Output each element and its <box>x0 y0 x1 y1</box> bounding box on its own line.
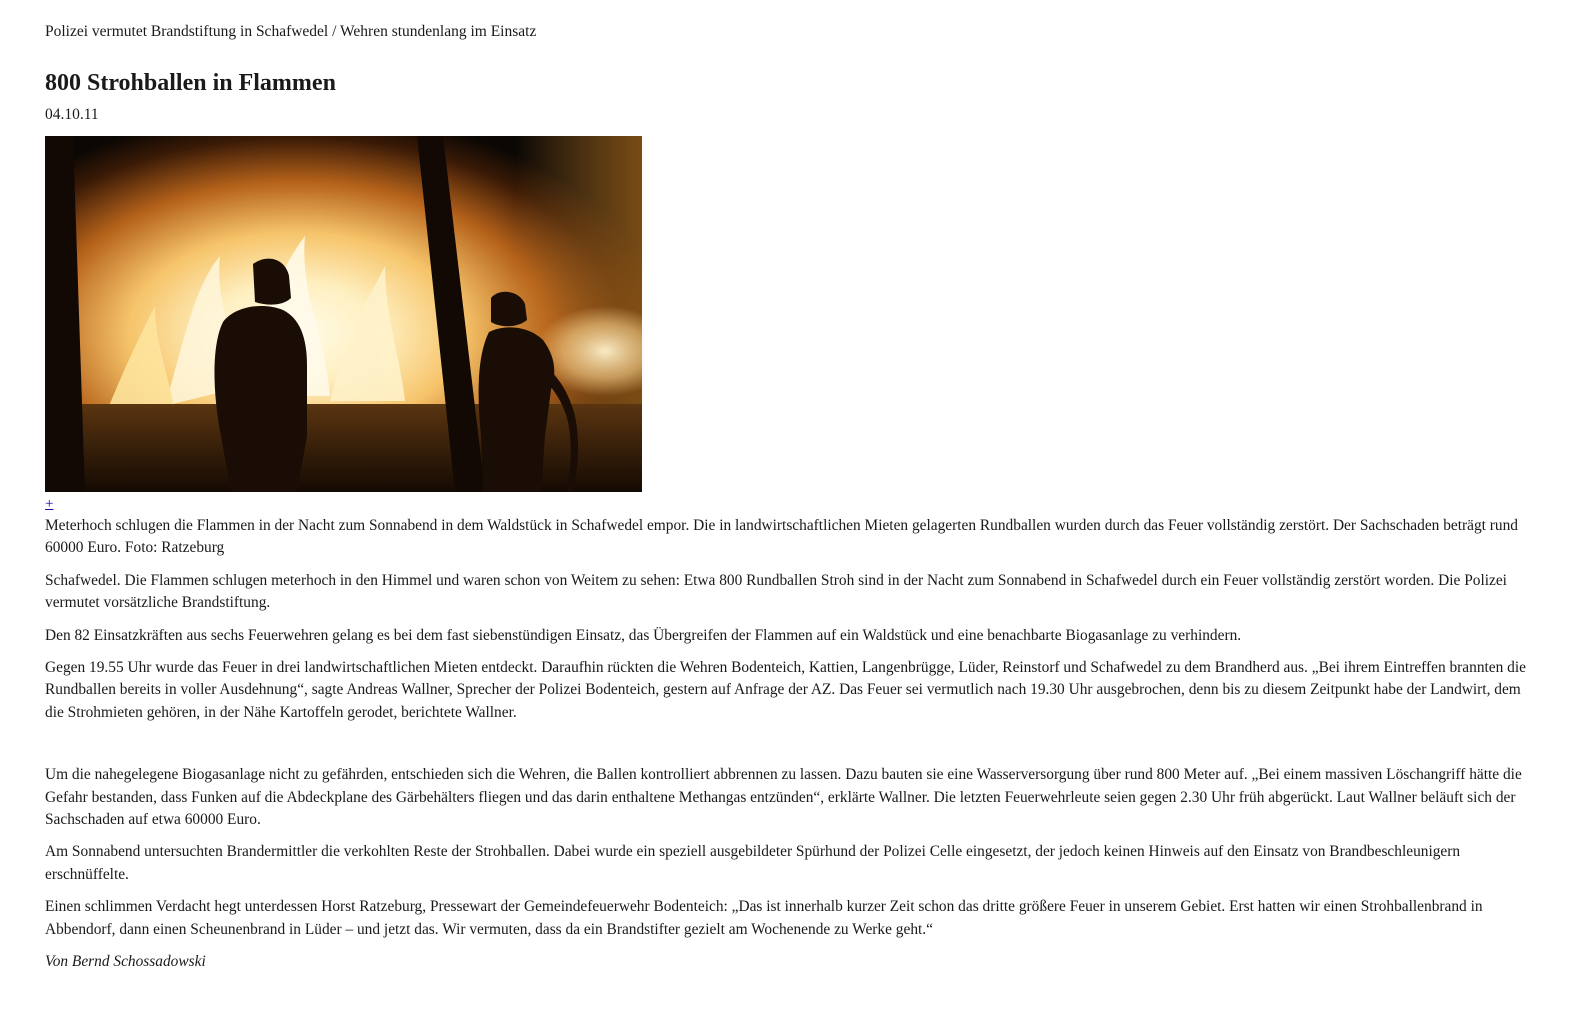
photo-caption: Meterhoch schlugen die Flammen in der Nacht zum Sonnabend in dem Waldstück in Schafwedel empor. Die in landwirtschaftlichen Mieten gelagerten Rundballen wurden durch das Feuer vollständig zerstört. Der Sachschaden beträgt rund 60000 Euro. Foto: Ratzeburg <box>45 517 1518 557</box>
fire-scene-illustration <box>45 136 642 492</box>
paragraph: Einen schlimmen Verdacht hegt unterdessen Horst Ratzeburg, Pressewart der Gemeindefeuerwehr Bodenteich: „Das ist innerhalb kurzer Zeit schon das dritte größere Feuer in unserem Gebiet. Erst hatten wir einen Strohballenbrand in Abbendorf, dann einen Scheunenbrand in Lüder – und jetzt das. Wir vermuten, dass da ein Brandstifter gezielt am Wochenende zu Werke geht.“ <box>45 898 1483 938</box>
paragraph: Gegen 19.55 Uhr wurde das Feuer in drei landwirtschaftlichen Mieten entdeckt. Daraufhin rückten die Wehren Bodenteich, Kattien, Langenbrügge, Lüder, Reinstorf und Schafwedel zu dem Brandherd aus. „Bei ihrem Eintreffen brannten die Rundballen bereits in voller Ausdehnung“, sagte Andreas Wallner, Sprecher der Polizei Bodenteich, gestern auf Anfrage der AZ. Das Feuer sei vermutlich nach 19.30 Uhr ausgebrochen, denn bis zu diesem Zeitpunkt habe der Landwirt, dem die Strohmieten gehören, in der Nähe Kartoffeln gerodet, berichtete Wallner. <box>45 659 1526 721</box>
article-date: 04.10.11 <box>45 106 99 123</box>
paragraph: Schafwedel. Die Flammen schlugen meterhoch in den Himmel und waren schon von Weitem zu sehen: Etwa 800 Rundballen Stroh sind in der Nacht zum Sonnabend in Schafwedel durch ein Feuer vollständig zerstört worden. Die Polizei vermutet vorsätzliche Brandstiftung. <box>45 571 1507 612</box>
article-body <box>45 515 1540 984</box>
paragraph: Am Sonnabend untersuchten Brandermittler die verkohlten Reste der Strohballen. Dabei wurde ein speziell ausgebildeter Spürhund der Polizei Celle eingesetzt, der jedoch keinen Hinweis auf den Einsatz von Brandbeschleunigern erschnüffelte. <box>45 843 1461 883</box>
article-author: Von Bernd Schossadowski <box>45 953 206 971</box>
paragraph: Den 82 Einsatzkräften aus sechs Feuerwehren gelang es bei dem fast siebenstündigen Einsatz, das Übergreifen der Flammen auf ein Waldstück und eine benachbarte Biogasanlage zu verhindern. <box>45 626 1242 644</box>
article-headline: 800 Strohballen in Flammen <box>45 70 336 96</box>
paragraph: Um die nahegelegene Biogasanlage nicht zu gefährden, entschieden sich die Wehren, die Ballen kontrolliert abbrennen zu lassen. Dazu bauten sie eine Wasserversorgung über rund 800 Meter auf. „Bei einem massiven Löschangriff hätte die Gefahr bestanden, dass Funken auf die Abdeckplane des Gärbehälters fliegen und das darin enthaltene Methangas entzünden“, erklärte Wallner. Die letzten Feuerwehrleute seien gegen 2.30 Uhr früh abgerückt. Laut Wallner beläuft sich der Sachschaden auf etwa 60000 Euro. <box>45 766 1522 829</box>
article-photo[interactable] <box>45 136 642 492</box>
enlarge-photo-link[interactable]: + <box>45 496 54 512</box>
article-kicker: Polizei vermutet Brandstiftung in Schafwedel / Wehren stundenlang im Einsatz <box>45 23 537 40</box>
